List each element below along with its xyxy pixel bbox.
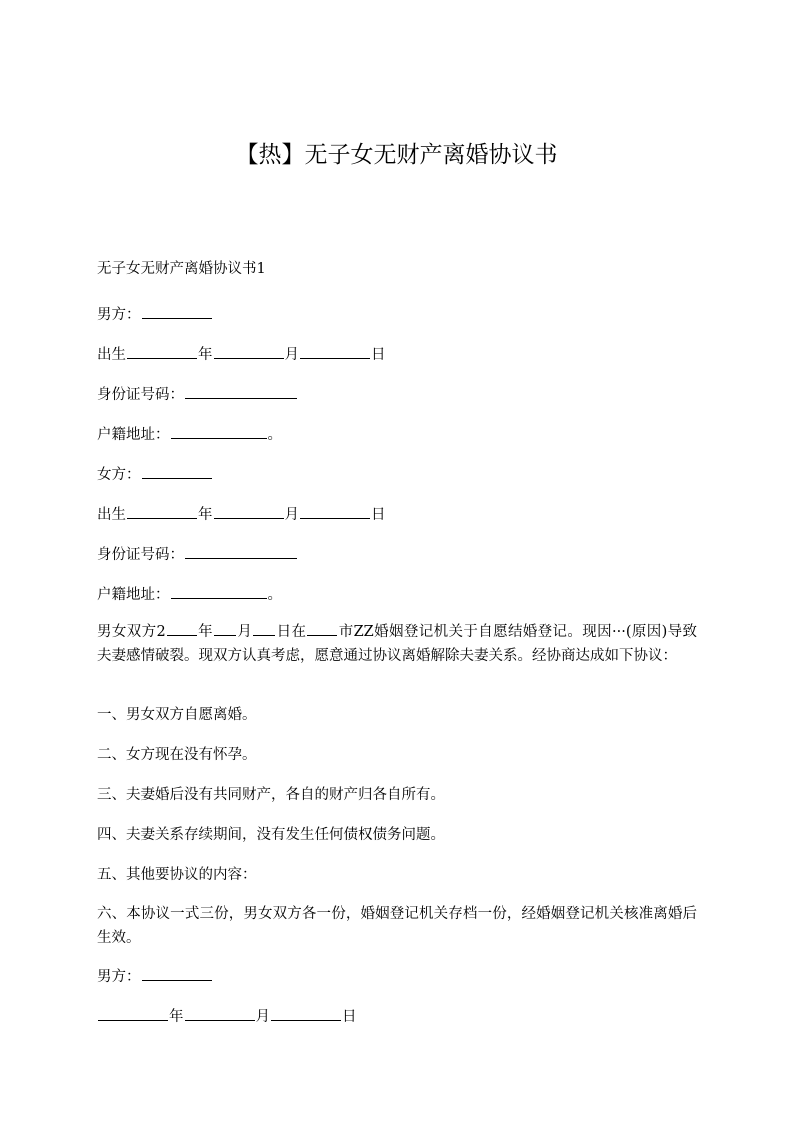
woman-label: 女方： [97, 467, 141, 483]
birth-month-blank [214, 503, 284, 519]
clause-2: 二、女方现在没有怀孕。 [97, 747, 257, 763]
birth-year-blank [127, 503, 197, 519]
woman-address-line [97, 583, 282, 605]
man-id-line [97, 383, 298, 405]
id-label: 身份证号码： [97, 547, 184, 563]
clause-1: 一、男女双方自愿离婚。 [97, 707, 257, 723]
man-address-blank [171, 423, 267, 439]
man-name-line [97, 303, 213, 325]
woman-address-blank [171, 583, 267, 599]
man-birth-line [97, 343, 386, 365]
intro-part1: 男女双方2 [97, 624, 166, 640]
year-label: 年 [198, 347, 213, 363]
sign-date-line [97, 1005, 357, 1027]
intro-day-blank [253, 620, 275, 636]
clause-3: 三、夫妻婚后没有共同财产，各自的财产归各自所有。 [97, 787, 445, 803]
period: 。 [267, 587, 282, 603]
sign-day-blank [271, 1005, 341, 1021]
birth-month-blank [214, 343, 284, 359]
intro-year: 年 [197, 624, 213, 640]
sign-man-label: 男方： [97, 969, 141, 985]
birth-day-blank [300, 343, 370, 359]
intro-month: 月 [236, 624, 253, 640]
woman-id-blank [185, 543, 297, 559]
birth-prefix: 出生 [97, 347, 126, 363]
day-label: 日 [371, 507, 386, 523]
month-label: 月 [284, 507, 299, 523]
clause-4: 四、夫妻关系存续期间，没有发生任何债权债务问题。 [97, 827, 445, 843]
agreement-subtitle: 无子女无财产离婚协议书1 [97, 261, 266, 277]
birth-prefix: 出生 [97, 507, 126, 523]
document-title: 【热】无子女无财产离婚协议书 [235, 142, 558, 168]
year-label: 年 [198, 507, 213, 523]
sign-month-blank [185, 1005, 255, 1021]
intro-day: 日在 [276, 624, 307, 640]
clause-6: 六、本协议一式三份，男女双方各一份，婚姻登记机关存档一份，经婚姻登记机关核准离婚后生效。 [97, 906, 697, 946]
year-label: 年 [169, 1009, 184, 1025]
address-label: 户籍地址： [97, 427, 170, 443]
month-label: 月 [284, 347, 299, 363]
clause-5: 五、其他要协议的内容： [97, 867, 257, 883]
man-id-blank [185, 383, 297, 399]
id-label: 身份证号码： [97, 387, 184, 403]
man-name-blank [142, 303, 212, 319]
sign-year-blank [98, 1005, 168, 1021]
birth-year-blank [127, 343, 197, 359]
woman-name-blank [142, 463, 212, 479]
day-label: 日 [342, 1009, 357, 1025]
man-address-line [97, 423, 282, 445]
intro-part2: 市ZZ婚姻登记机关于自愿结婚登记。现因···(原因)导致夫妻感情破裂。现双方认真考虑，愿意通过协议离婚解除夫妻关系。经协商达成如下协议： [97, 624, 698, 664]
woman-birth-line [97, 503, 386, 525]
intro-month-blank [214, 620, 236, 636]
sign-man-blank [142, 965, 212, 981]
month-label: 月 [255, 1009, 270, 1025]
intro-paragraph [97, 620, 697, 668]
day-label: 日 [371, 347, 386, 363]
woman-id-line [97, 543, 298, 565]
man-label: 男方： [97, 307, 141, 323]
intro-year-blank [167, 620, 197, 636]
address-label: 户籍地址： [97, 587, 170, 603]
sign-man-line [97, 965, 213, 987]
period: 。 [267, 427, 282, 443]
birth-day-blank [300, 503, 370, 519]
woman-name-line [97, 463, 213, 485]
intro-city-blank [307, 620, 337, 636]
